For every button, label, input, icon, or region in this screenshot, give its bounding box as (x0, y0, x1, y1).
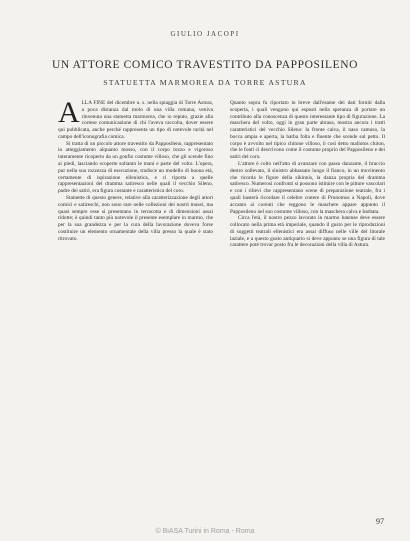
drop-cap: A (58, 96, 80, 129)
paragraph: Statuette di questo genere, relative alla caratterizzazione degli attori comici e satireschi, non sono rare nelle collezioni dei nostri musei, ma quasi sempre esse si presentano in terracotta e di dimensioni assai ridotte; è quindi tanto più notevole il presente esemplare in marmo, che per la sua grandezza e per la cura della lavorazione doveva forse costituire un elemento ornamentale della villa presso la quale è stato ritrovato. (58, 194, 213, 242)
page-number: 97 (376, 517, 384, 526)
article-title: UN ATTORE COMICO TRAVESTITO DA PAPPOSILENO (51, 59, 359, 71)
library-watermark: © BiASA Turini in Roma - Roma (155, 528, 255, 535)
article-subtitle: STATUETTA MARMOREA DA TORRE ASTURA (103, 78, 307, 87)
text-column-right (230, 100, 385, 249)
paragraph: LLA FINE del dicembre u. s. nella spiaggia di Torre Astura, a poca distanza dal molo di una villa romana, veniva rinvenuta una statuetta marmorea, che io reputo, grazie alla cortese comunicazione di chi l'aveva raccolta, dover essere qui pubblicata, anche perché rappresenta un tipo di notevole rarità nel campo dell'iconografia comica. (58, 100, 213, 140)
paragraph: Si tratta di un piccolo attore travestito da Papposileno, rappresentato in atteggiamento alquanto mosso, con il corpo tozzo e vigoroso interamente ricoperto da un gonfio costume villoso, che gli scende fino ai piedi, lasciando scoperte soltanto le mani e parte del volto. L'opera, pur nella sua rozzezza di esecuzione, tradisce un modello di buona età, certamente di ispirazione ellenistica, e ci riporta a quelle rappresentazioni del dramma satiresco nelle quali il vecchio Sileno, padre dei satiri, era figura costante e caratteristica del coro. (58, 140, 213, 195)
paragraph: L'attore è colto nell'atto di avanzare con passo danzante, il braccio destro sollevato, il sinistro abbassato lungo il fianco, in un movimento che ricorda le figure della sikinnis, la danza propria del dramma satiresco. Numerosi confronti si possono istituire con le pitture vascolari e con i rilievi che rappresentano scene di preparazione teatrale, fra i quali basterà ricordare il celebre cratere di Pronomos a Napoli, dove accanto ai coreuti che reggono le maschere appare appunto il Papposileno nel suo costume villoso, con la maschera calva e barbata. (230, 161, 385, 215)
author-name: GIULIO JACOPI (170, 30, 240, 38)
paragraph: Quanto sopra fu riportato in breve dall'esame dei dati forniti dalla scoperta, i quali vengono qui esposti nella speranza di portare un contributo alla conoscenza di questo interessante tipo di figurazione. La maschera del volto, oggi in gran parte abrasa, mostra ancora i tratti caratteristici del vecchio Sileno: la fronte calva, il naso camuso, la bocca ampia e aperta, la barba folta e fluente che scende sul petto. Il corpo è avvolto nel tipico chitone villoso, il così detto mallotos chiton, che le fonti ci descrivono come il costume proprio del Papposileno e dei satiri del coro. (230, 100, 385, 161)
paragraph: Circa l'età, il nostro pezzo lavorato in marmo lunense deve essere collocato nella prima età imperiale, quando il gusto per le riproduzioni di soggetti teatrali ellenistici era assai diffuso nelle ville del litorale laziale, e a questo gusto antiquario si deve appunto se una figura di tale carattere poté trovar posto fra le decorazioni della villa di Astura. (230, 215, 385, 249)
text-column-left (58, 96, 213, 242)
